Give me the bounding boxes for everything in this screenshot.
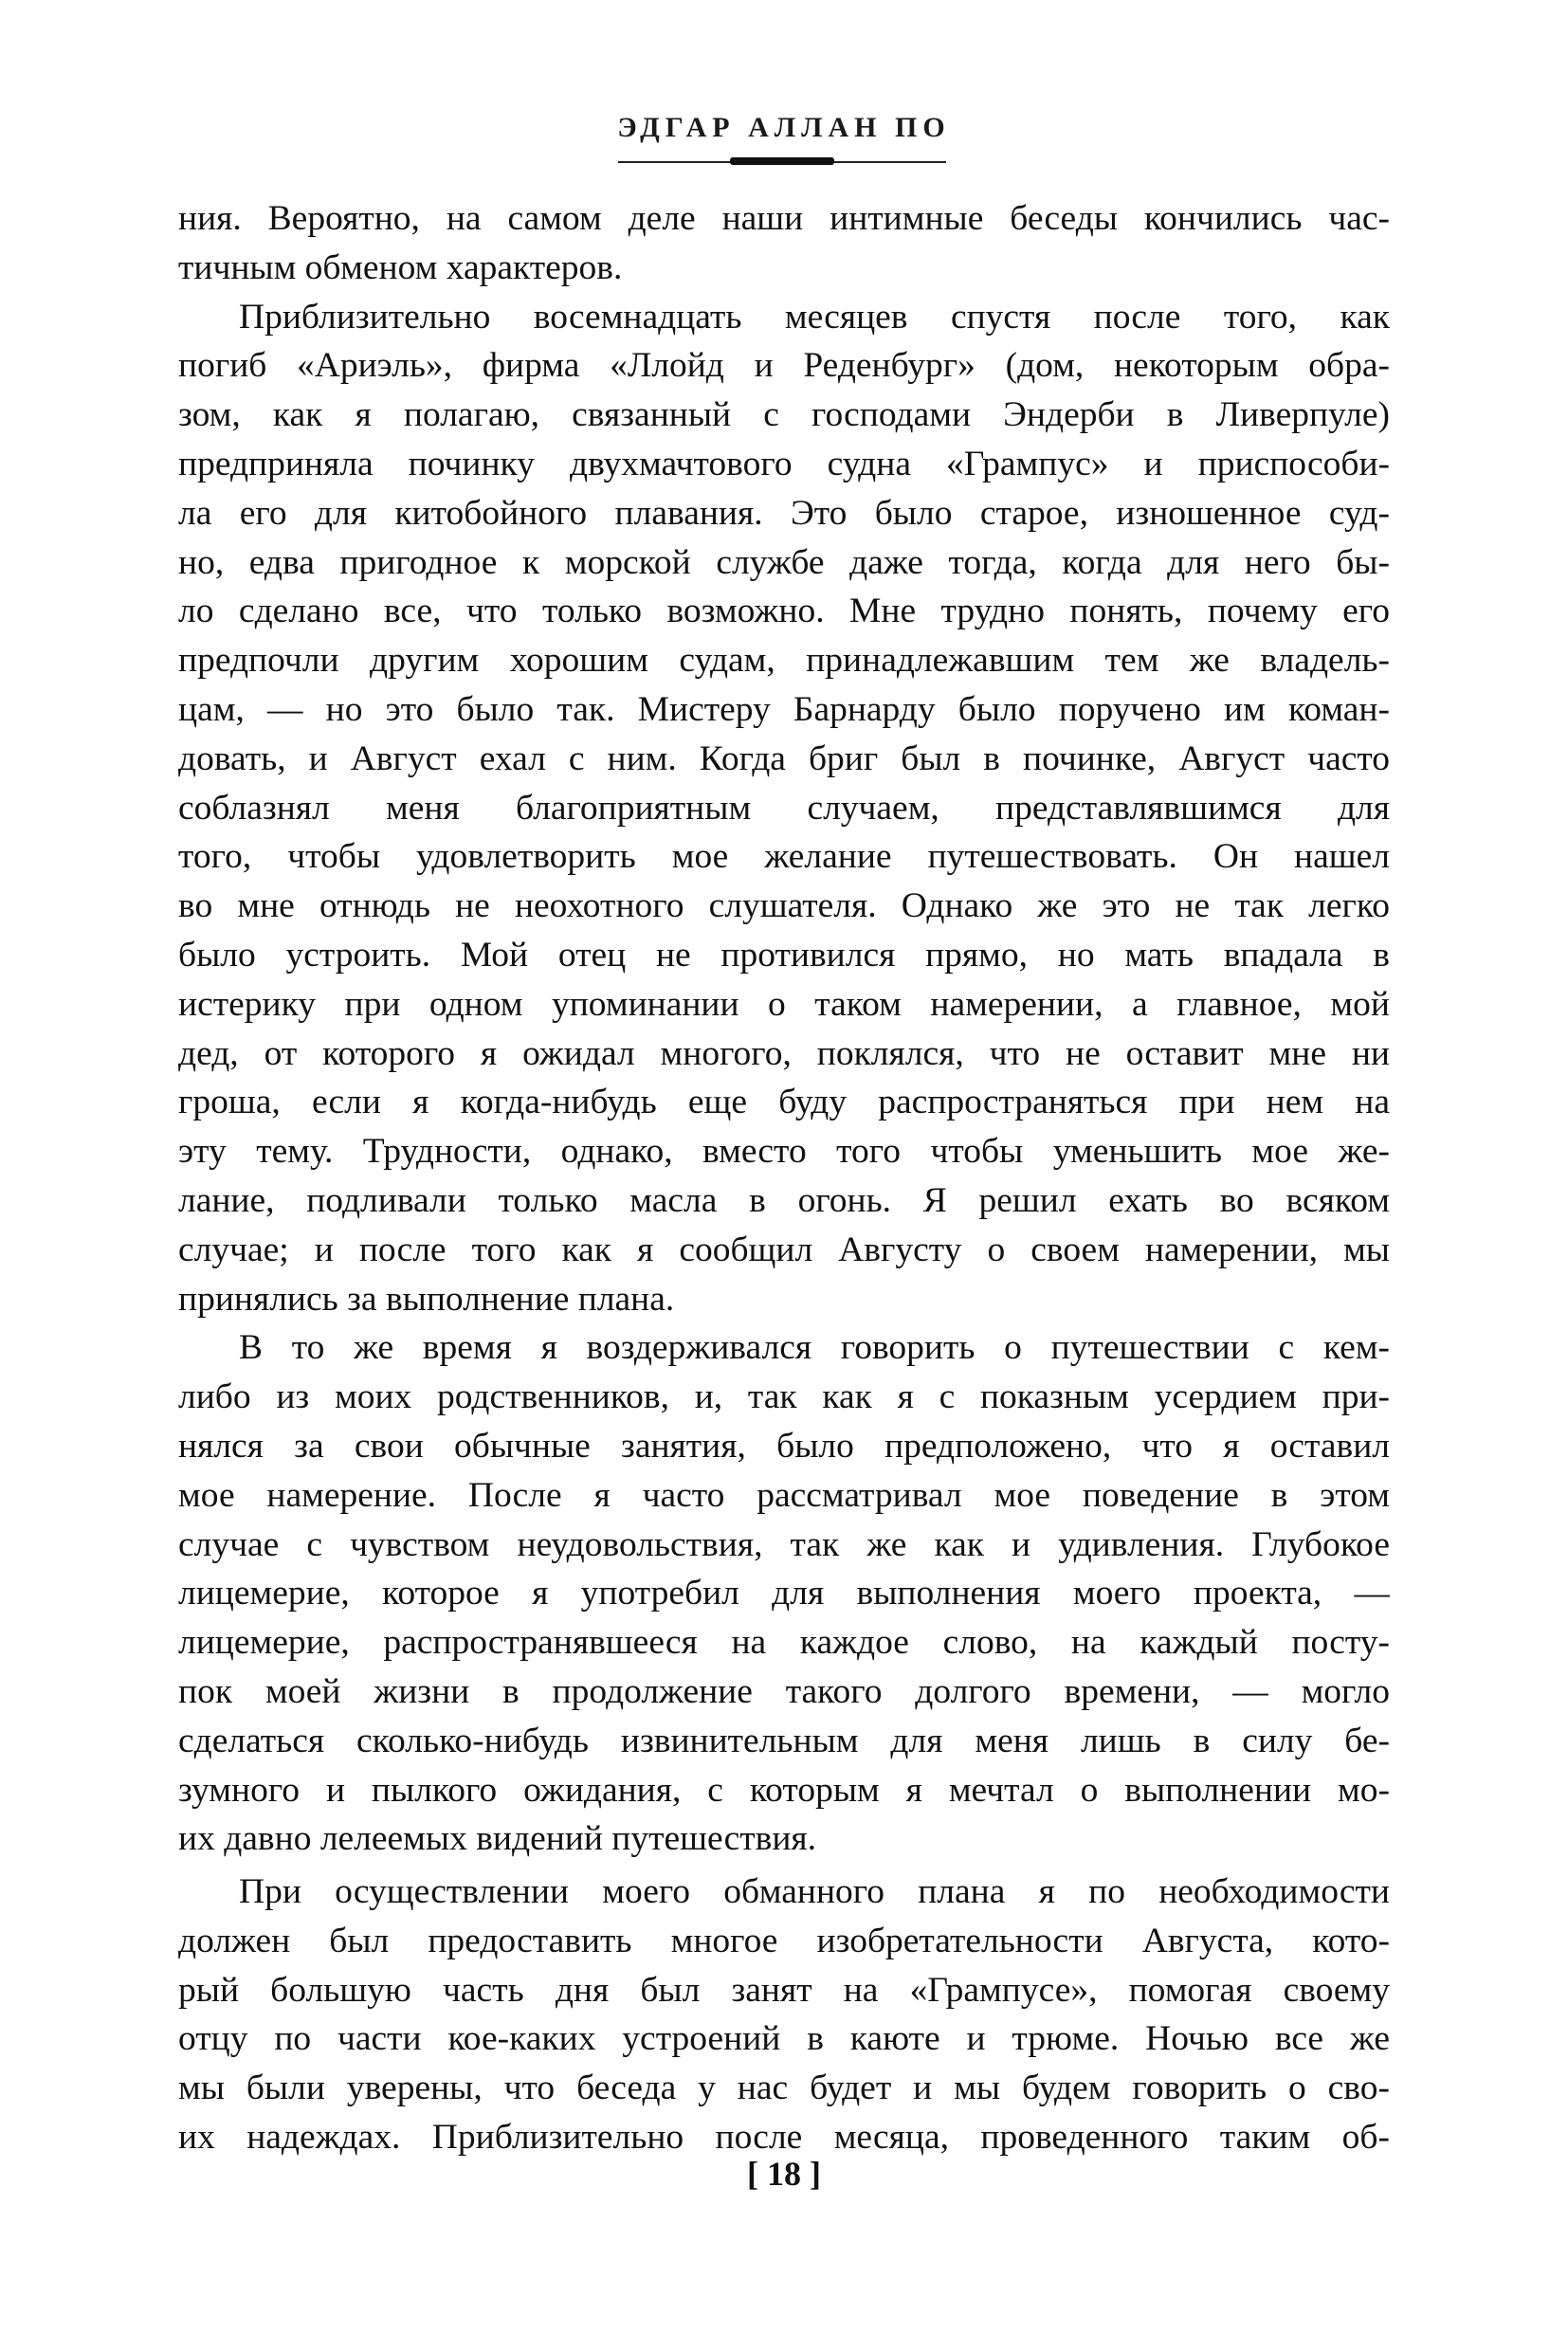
text-line: погиб «Ариэль», фирма «Ллойд и Реденбург» (дом, некоторым обра- bbox=[178, 346, 1390, 386]
text-line: предприняла починку двухмачтового судна «Грампус» и приспособи- bbox=[178, 444, 1390, 483]
text-line: сделаться сколько-нибудь извинительным для меня лишь в силу бе- bbox=[178, 1721, 1390, 1760]
text-line: В то же время я воздерживался говорить о путешествии с кем- bbox=[239, 1328, 1390, 1368]
text-line: зом, как я полагаю, связанный с господами Эндерби в Ливерпуле) bbox=[178, 395, 1390, 435]
text-line: их давно лелеемых видений путешествия. bbox=[178, 1819, 817, 1859]
text-line: ла его для китобойного плавания. Это было старое, изношенное суд- bbox=[178, 493, 1390, 533]
text-line: истерику при одном упоминании о таком намерении, а главное, мой bbox=[178, 984, 1390, 1024]
text-line: зумного и пылкого ожидания, с которым я мечтал о выполнении мо- bbox=[178, 1770, 1390, 1810]
text-line: При осуществлении моего обманного плана я по необходимости bbox=[239, 1872, 1390, 1912]
text-line: принялись за выполнение плана. bbox=[178, 1279, 675, 1319]
text-line: предпочли другим хорошим судам, принадлежавшим тем же владель- bbox=[178, 641, 1390, 681]
text-line: дед, от которого я ожидал многого, поклялся, что не оставит мне ни bbox=[178, 1033, 1390, 1073]
text-line: того, чтобы удовлетворить мое желание путешествовать. Он нашел bbox=[178, 837, 1390, 877]
body-text bbox=[178, 194, 1390, 2162]
text-line: эту тему. Трудности, однако, вместо того чтобы уменьшить мое же- bbox=[178, 1132, 1390, 1172]
text-line: цам, — но это было так. Мистеру Барнарду было поручено им коман- bbox=[178, 689, 1390, 729]
text-line: мое намерение. После я часто рассматривал мое поведение в этом bbox=[178, 1475, 1390, 1515]
running-head-title: ЭДГАР АЛЛАН ПО bbox=[617, 112, 951, 143]
text-line: гроша, если я когда-нибудь еще буду распространяться при нем на bbox=[178, 1083, 1390, 1122]
text-line: Приблизительно восемнадцать месяцев спустя после того, как bbox=[239, 297, 1390, 337]
text-line: случае; и после того как я сообщил Августу о своем намерении, мы bbox=[178, 1230, 1390, 1269]
text-line: либо из моих родственников, и, так как я с показным усердием при- bbox=[178, 1377, 1390, 1417]
text-line: случае с чувством неудовольствия, так же как и удивления. Глубокое bbox=[178, 1524, 1390, 1564]
text-line: но, едва пригодное к морской службе даже тогда, когда для него бы- bbox=[178, 542, 1390, 582]
text-line: отцу по части кое-каких устроений в каюте и трюме. Ночью все же bbox=[178, 2019, 1390, 2059]
text-line: тичным обменом характеров. bbox=[178, 247, 623, 287]
text-line: лание, подливали только масла в огонь. Я решил ехать во всяком bbox=[178, 1180, 1390, 1220]
text-line: было устроить. Мой отец не противился прямо, но мать впадала в bbox=[178, 935, 1390, 975]
running-head-ornament bbox=[730, 157, 834, 165]
text-line: ло сделано все, что только возможно. Мне трудно понять, почему его bbox=[178, 592, 1390, 631]
text-line: нялся за свои обычные занятия, было предположено, что я оставил bbox=[178, 1426, 1390, 1466]
text-line: довать, и Август ехал с ним. Когда бриг был в починке, Август часто bbox=[178, 738, 1390, 778]
text-line: во мне отнюдь не неохотного слушателя. Однако же это не так легко bbox=[178, 886, 1390, 926]
text-line: ния. Вероятно, на самом деле наши интимные беседы кончились час- bbox=[178, 199, 1390, 238]
text-line: лицемерие, распространявшееся на каждое слово, на каждый посту- bbox=[178, 1623, 1390, 1663]
text-line: мы были уверены, что беседа у нас будет и мы будем говорить о сво- bbox=[178, 2069, 1390, 2108]
text-line: лицемерие, которое я употребил для выполнения моего проекта, — bbox=[178, 1574, 1390, 1613]
page-number: [ 18 ] bbox=[747, 2155, 821, 2193]
text-line: их надеждах. Приблизительно после месяца, проведенного таким об- bbox=[178, 2118, 1390, 2158]
text-line: должен был предоставить многое изобретательности Августа, кото- bbox=[178, 1921, 1390, 1960]
text-line: рый большую часть дня был занят на «Грампусе», помогая своему bbox=[178, 1970, 1390, 2010]
text-line: пок моей жизни в продолжение такого долгого времени, — могло bbox=[178, 1671, 1390, 1711]
text-line: соблазнял меня благоприятным случаем, представлявшимся для bbox=[178, 788, 1390, 828]
